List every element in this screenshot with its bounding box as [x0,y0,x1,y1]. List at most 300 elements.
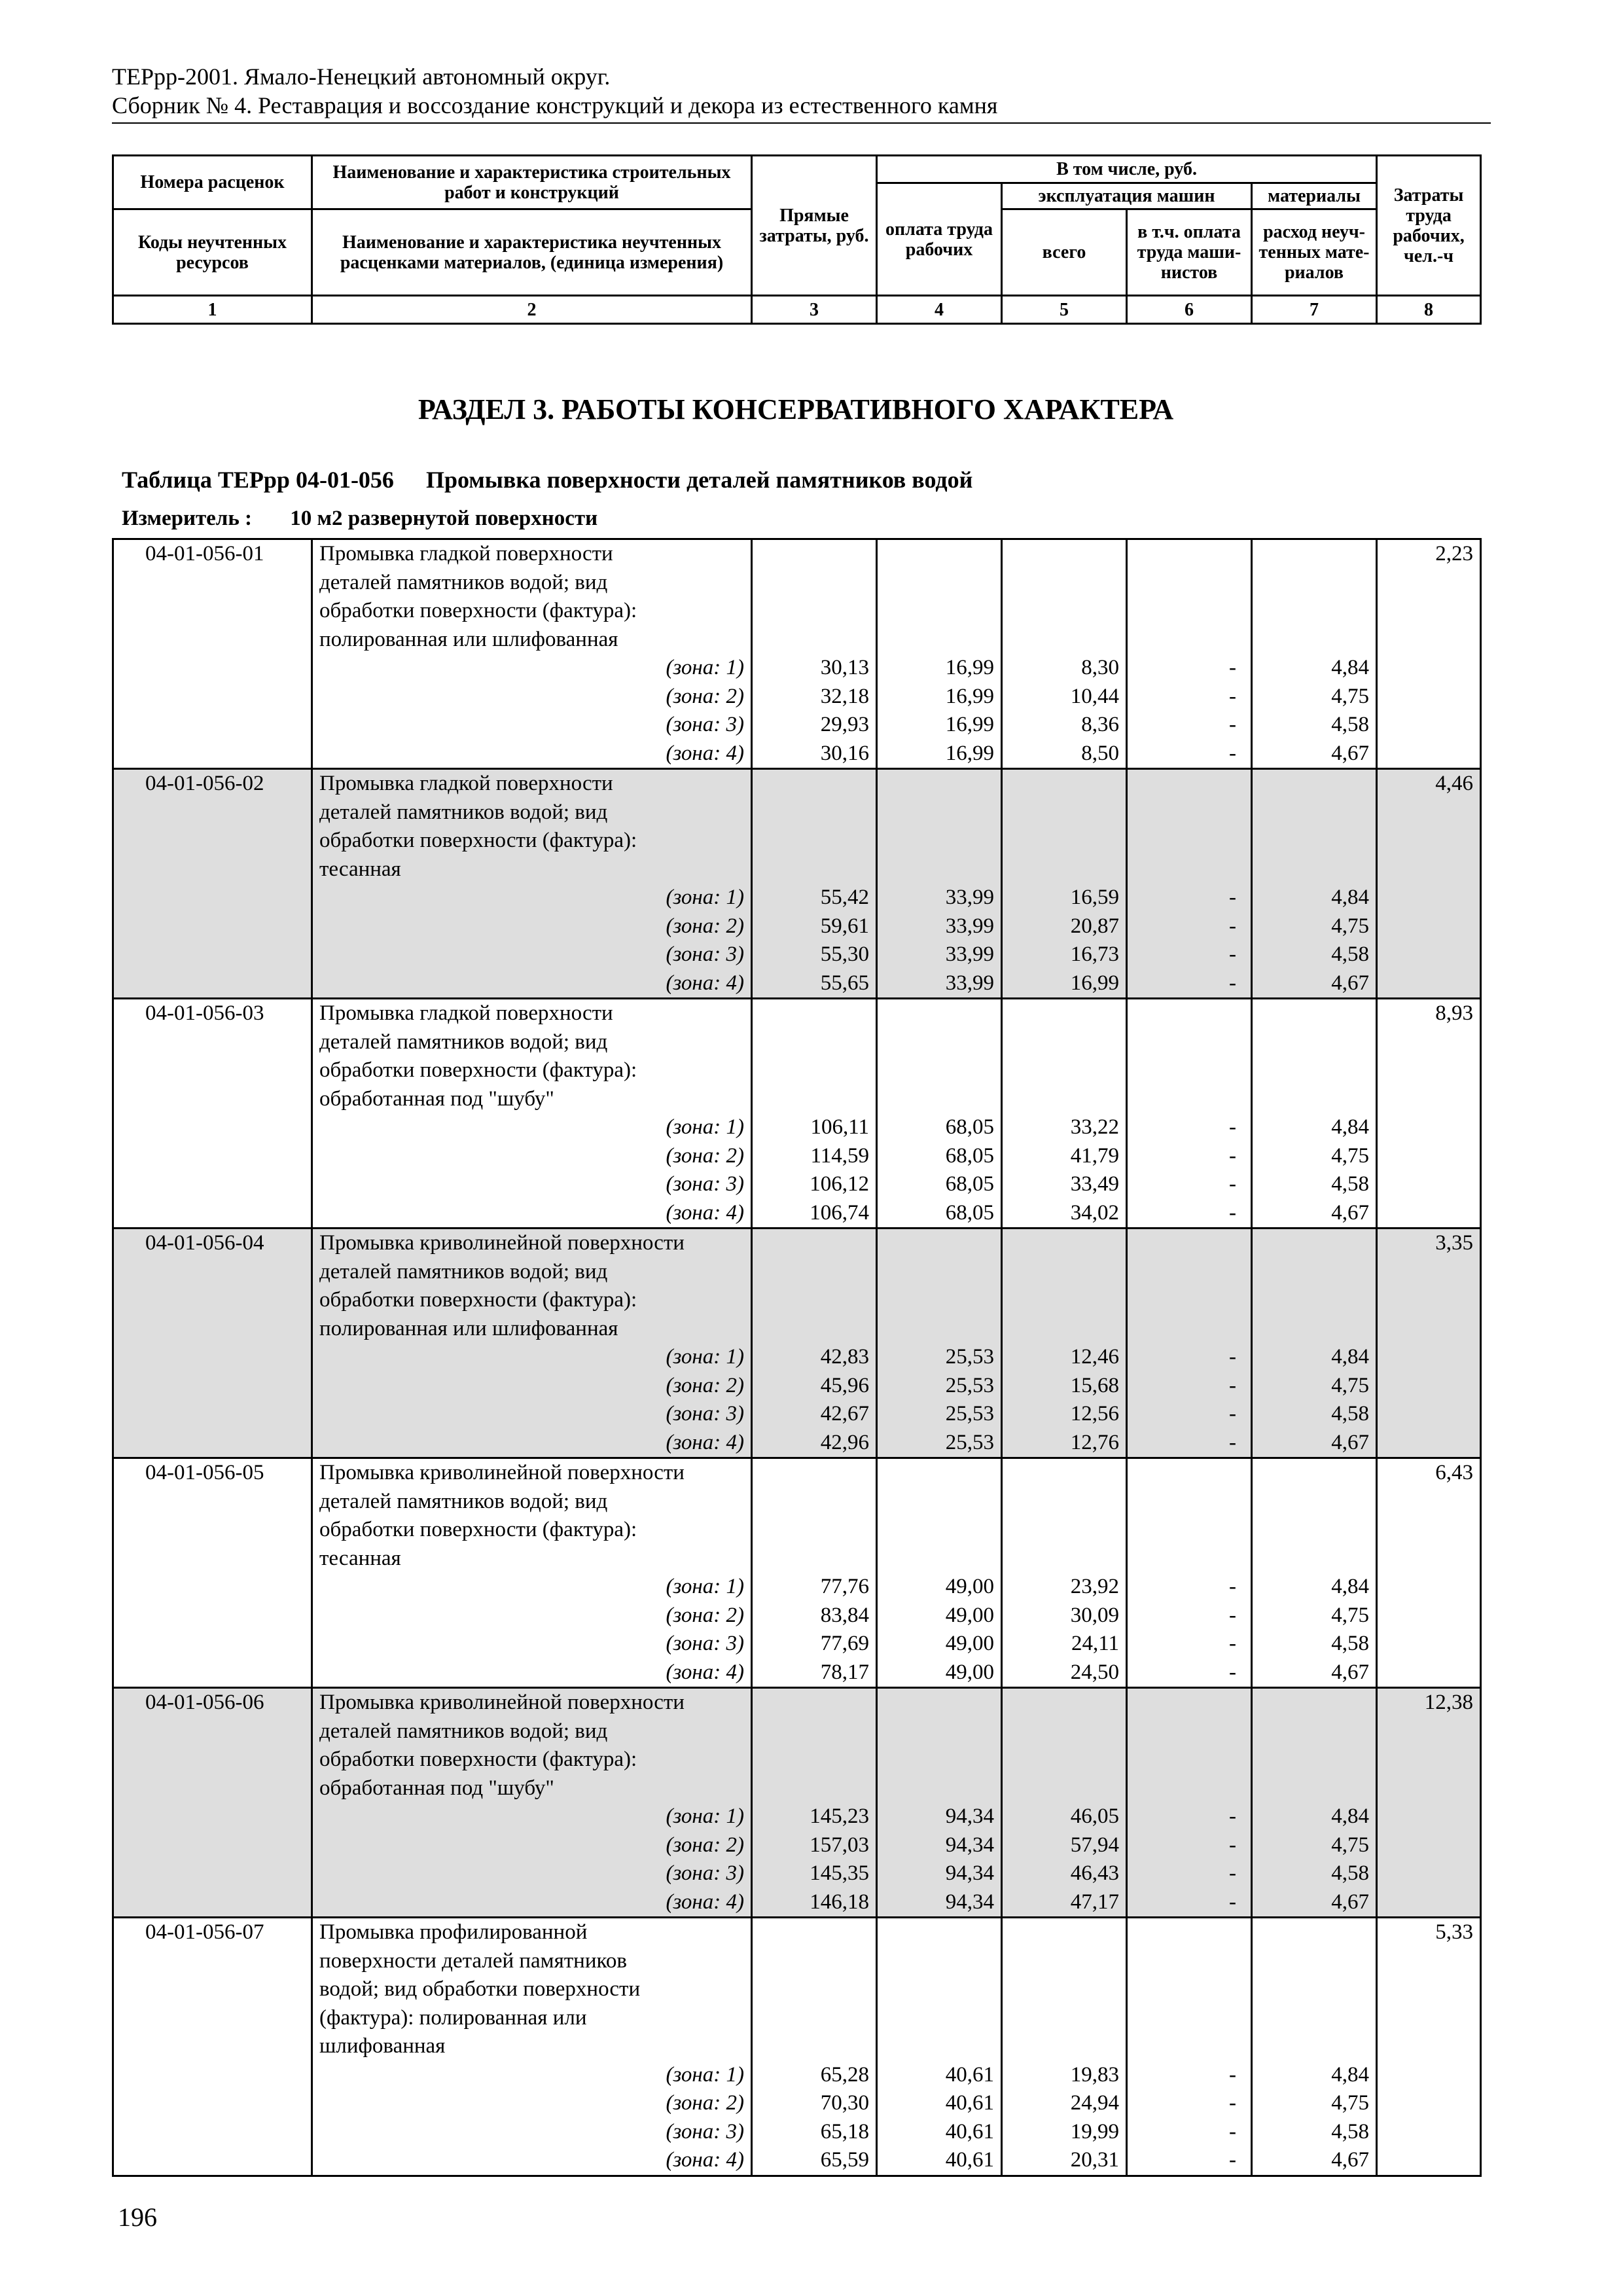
materials: 4,58 [1252,1400,1377,1429]
empty-cell [1252,1488,1377,1516]
materials: 4,75 [1252,683,1377,711]
zone-row [113,2089,1481,2118]
empty-cell [877,2004,1002,2033]
direct-costs: 29,93 [752,711,877,740]
wages: 33,99 [877,884,1002,912]
empty-cell [1002,1918,1127,1947]
description-row [113,827,1481,855]
empty-cell [877,1746,1002,1774]
machines-total: 20,31 [1002,2146,1127,2176]
zone-row [113,1400,1481,1429]
empty-cell [877,1056,1002,1085]
empty-cell [1127,597,1252,626]
machinists-wages: - [1127,1343,1252,1372]
empty-cell [113,1028,312,1057]
empty-cell [1377,569,1481,598]
empty-cell [113,1803,312,1831]
empty-cell [1002,539,1127,569]
wages: 68,05 [877,1113,1002,1142]
materials: 4,67 [1252,1888,1377,1918]
description-row [113,1975,1481,2004]
labor-costs: 4,46 [1377,769,1481,798]
empty-cell [113,1488,312,1516]
empty-cell [752,1488,877,1516]
description-row [113,569,1481,598]
machinists-wages: - [1127,1602,1252,1630]
zone-row [113,1429,1481,1458]
zone-label: (зона: 3) [312,711,752,740]
rate-entry [113,1458,1481,1688]
empty-cell [1252,569,1377,598]
empty-cell [1127,1028,1252,1057]
empty-cell [113,1659,312,1688]
empty-cell [1002,1028,1127,1057]
empty-cell [877,569,1002,598]
zone-label: (зона: 2) [312,912,752,941]
empty-cell [113,2004,312,2033]
machinists-wages: - [1127,1888,1252,1918]
empty-cell [1127,569,1252,598]
machinists-wages: - [1127,2061,1252,2090]
rate-code: 04-01-056-04 [113,1229,312,1258]
machines-total: 41,79 [1002,1142,1127,1171]
wages: 16,99 [877,740,1002,769]
zone-row [113,884,1481,912]
empty-cell [752,769,877,798]
empty-cell [1127,1258,1252,1287]
empty-cell [113,1859,312,1888]
empty-cell [113,654,312,683]
empty-cell [113,1831,312,1860]
rate-entry [113,769,1481,999]
empty-cell [113,1400,312,1429]
machinists-wages: - [1127,1142,1252,1171]
empty-cell [1252,597,1377,626]
direct-costs: 55,30 [752,941,877,969]
page-header [112,62,1491,124]
empty-cell [752,1258,877,1287]
empty-cell [877,1028,1002,1057]
column-number: 5 [1002,296,1127,324]
description-row [113,1028,1481,1057]
column-wages: оплата труда рабочих [877,183,1002,296]
machinists-wages: - [1127,654,1252,683]
column-number: 6 [1127,296,1252,324]
zone-row [113,912,1481,941]
empty-cell [752,1315,877,1344]
column-direct-costs: Прямые затраты, руб. [752,156,877,296]
description-row [113,1918,1481,1947]
empty-cell [1127,855,1252,884]
empty-cell [1377,884,1481,912]
empty-cell [1127,827,1252,855]
empty-cell [752,1028,877,1057]
machinists-wages: - [1127,1803,1252,1831]
empty-cell [752,1085,877,1114]
empty-cell [1127,1717,1252,1746]
rate-description-line: деталей памятников водой; вид [312,1488,752,1516]
materials: 4,84 [1252,2061,1377,2090]
empty-cell [752,1516,877,1545]
zone-row [113,1142,1481,1171]
empty-cell [752,1717,877,1746]
empty-cell [1252,539,1377,569]
empty-cell [113,798,312,827]
empty-cell [752,1746,877,1774]
rate-entry [113,999,1481,1229]
materials: 4,75 [1252,1142,1377,1171]
empty-cell [1377,2118,1481,2147]
empty-cell [1002,1286,1127,1315]
empty-cell [877,1286,1002,1315]
empty-cell [1377,1888,1481,1918]
materials: 4,84 [1252,1343,1377,1372]
wages: 33,99 [877,941,1002,969]
direct-costs: 55,65 [752,969,877,999]
labor-costs: 3,35 [1377,1229,1481,1258]
direct-costs: 59,61 [752,912,877,941]
zone-label: (зона: 3) [312,1859,752,1888]
empty-cell [1377,1286,1481,1315]
empty-cell [113,2146,312,2176]
description-row [113,855,1481,884]
empty-cell [113,1170,312,1199]
direct-costs: 30,13 [752,654,877,683]
column-machines: эксплуатация машин [1002,183,1252,209]
empty-cell [1127,1458,1252,1488]
empty-cell [1252,1516,1377,1545]
empty-cell [1377,1343,1481,1372]
direct-costs: 78,17 [752,1659,877,1688]
empty-cell [1377,2089,1481,2118]
machinists-wages: - [1127,969,1252,999]
column-machinists-wages: в т.ч. оплата труда маши-нистов [1127,209,1252,296]
empty-cell [877,1516,1002,1545]
machinists-wages: - [1127,1372,1252,1401]
zone-row [113,1573,1481,1602]
materials: 4,75 [1252,1602,1377,1630]
empty-cell [1252,855,1377,884]
direct-costs: 32,18 [752,683,877,711]
empty-cell [1252,2032,1377,2061]
machines-total: 8,50 [1002,740,1127,769]
empty-cell [1252,626,1377,655]
empty-cell [1002,1688,1127,1717]
empty-cell [1002,1315,1127,1344]
zone-label: (зона: 2) [312,1142,752,1171]
materials: 4,67 [1252,1429,1377,1458]
zone-label: (зона: 2) [312,1831,752,1860]
materials: 4,58 [1252,711,1377,740]
empty-cell [1377,969,1481,999]
direct-costs: 114,59 [752,1142,877,1171]
empty-cell [1252,1258,1377,1287]
machinists-wages: - [1127,2118,1252,2147]
zone-row [113,1831,1481,1860]
empty-cell [1377,827,1481,855]
table-title [122,466,972,493]
section-title: РАЗДЕЛ 3. РАБОТЫ КОНСЕРВАТИВНОГО ХАРАКТЕРА [418,393,1174,425]
materials: 4,75 [1252,912,1377,941]
table-name: Промывка поверхности деталей памятников водой [425,467,973,493]
empty-cell [1377,912,1481,941]
machinists-wages: - [1127,2146,1252,2176]
empty-cell [113,1429,312,1458]
zone-row [113,654,1481,683]
wages: 25,53 [877,1400,1002,1429]
zone-label: (зона: 2) [312,683,752,711]
rate-description-line: обработки поверхности (фактура): [312,1286,752,1315]
empty-cell [1002,1488,1127,1516]
empty-cell [1127,999,1252,1028]
description-row [113,1717,1481,1746]
column-code-bottom: Коды неучтенных ресурсов [113,209,312,296]
empty-cell [113,855,312,884]
description-row [113,1545,1481,1573]
rate-description-line: деталей памятников водой; вид [312,569,752,598]
empty-cell [877,1947,1002,1976]
materials: 4,75 [1252,1372,1377,1401]
column-labor: Затраты труда рабочих, чел.-ч [1377,156,1481,296]
column-number: 4 [877,296,1002,324]
empty-cell [113,711,312,740]
direct-costs: 77,69 [752,1630,877,1659]
materials: 4,84 [1252,654,1377,683]
empty-cell [877,1774,1002,1803]
zone-label: (зона: 4) [312,740,752,769]
empty-cell [1377,683,1481,711]
column-number: 7 [1252,296,1377,324]
empty-cell [752,539,877,569]
rate-description-line: деталей памятников водой; вид [312,798,752,827]
machinists-wages: - [1127,1170,1252,1199]
description-row [113,999,1481,1028]
materials: 4,84 [1252,1113,1377,1142]
machines-total: 16,99 [1002,969,1127,999]
empty-cell [877,1717,1002,1746]
page-number: 196 [118,2202,157,2232]
empty-cell [113,912,312,941]
empty-cell [1127,1056,1252,1085]
machinists-wages: - [1127,711,1252,740]
description-row [113,1458,1481,1488]
empty-cell [1127,1774,1252,1803]
empty-cell [752,569,877,598]
empty-cell [1377,597,1481,626]
empty-cell [752,1286,877,1315]
materials: 4,58 [1252,2118,1377,2147]
empty-cell [113,1774,312,1803]
zone-row [113,941,1481,969]
machines-total: 33,22 [1002,1113,1127,1142]
empty-cell [1377,1602,1481,1630]
direct-costs: 65,18 [752,2118,877,2147]
zone-label: (зона: 1) [312,884,752,912]
description-row [113,597,1481,626]
zone-label: (зона: 3) [312,1400,752,1429]
empty-cell [1252,1975,1377,2004]
machinists-wages: - [1127,1859,1252,1888]
machinists-wages: - [1127,1400,1252,1429]
rate-description-line: Промывка профилированной [312,1918,752,1947]
empty-cell [113,1085,312,1114]
machines-total: 24,11 [1002,1630,1127,1659]
empty-cell [1377,1746,1481,1774]
rate-description-line: Промывка криволинейной поверхности [312,1688,752,1717]
empty-cell [113,1199,312,1229]
labor-costs: 12,38 [1377,1688,1481,1717]
machines-total: 16,73 [1002,941,1127,969]
description-row [113,798,1481,827]
rate-description-line: Промывка гладкой поверхности [312,769,752,798]
empty-cell [113,1630,312,1659]
empty-cell [752,2004,877,2033]
description-row [113,539,1481,569]
empty-cell [877,2032,1002,2061]
description-row [113,1488,1481,1516]
empty-cell [1252,1688,1377,1717]
empty-cell [113,569,312,598]
machines-total: 8,30 [1002,654,1127,683]
empty-cell [752,1688,877,1717]
empty-cell [1252,1545,1377,1573]
materials: 4,58 [1252,1170,1377,1199]
empty-cell [1377,941,1481,969]
direct-costs: 55,42 [752,884,877,912]
column-number: 1 [113,296,312,324]
empty-cell [1377,2146,1481,2176]
rate-description-line: полированная или шлифованная [312,626,752,655]
empty-cell [113,969,312,999]
empty-cell [1377,1400,1481,1429]
empty-cell [877,999,1002,1028]
zone-row [113,740,1481,769]
zone-label: (зона: 4) [312,969,752,999]
materials: 4,67 [1252,2146,1377,2176]
empty-cell [877,626,1002,655]
empty-cell [1127,1315,1252,1344]
zone-label: (зона: 1) [312,1113,752,1142]
zone-row [113,1372,1481,1401]
empty-cell [752,1975,877,2004]
rate-description-line: полированная или шлифованная [312,1315,752,1344]
rate-entry [113,1688,1481,1918]
empty-cell [752,1229,877,1258]
rate-description-line: водой; вид обработки поверхности [312,1975,752,2004]
materials: 4,67 [1252,1659,1377,1688]
empty-cell [1252,1085,1377,1114]
empty-cell [877,539,1002,569]
empty-cell [1377,1573,1481,1602]
materials: 4,75 [1252,1831,1377,1860]
empty-cell [113,2118,312,2147]
empty-cell [877,769,1002,798]
materials: 4,75 [1252,2089,1377,2118]
empty-cell [752,1947,877,1976]
measure-label: Измеритель : [122,507,253,530]
description-row [113,626,1481,655]
empty-cell [1002,1258,1127,1287]
zone-row [113,2118,1481,2147]
machines-total: 15,68 [1002,1372,1127,1401]
direct-costs: 146,18 [752,1888,877,1918]
description-row [113,1085,1481,1114]
empty-cell [113,740,312,769]
empty-cell [1377,1085,1481,1114]
machines-total: 57,94 [1002,1831,1127,1860]
empty-cell [1002,798,1127,827]
rate-description-line: обработки поверхности (фактура): [312,1746,752,1774]
column-number: 2 [312,296,752,324]
empty-cell [1252,999,1377,1028]
description-row [113,1258,1481,1287]
wages: 68,05 [877,1170,1002,1199]
empty-cell [1377,1831,1481,1860]
empty-cell [1002,1746,1127,1774]
zone-label: (зона: 2) [312,2089,752,2118]
empty-cell [877,1918,1002,1947]
empty-cell [113,1113,312,1142]
empty-cell [113,2089,312,2118]
direct-costs: 42,96 [752,1429,877,1458]
column-name-top: Наименование и характеристика строительных работ и конструкций [312,156,752,209]
empty-cell [1252,2004,1377,2033]
empty-cell [1127,769,1252,798]
materials: 4,84 [1252,1573,1377,1602]
empty-cell [113,683,312,711]
materials: 4,67 [1252,740,1377,769]
description-row [113,2032,1481,2061]
empty-cell [1127,1947,1252,1976]
labor-costs: 8,93 [1377,999,1481,1028]
empty-cell [1002,1056,1127,1085]
empty-cell [1252,769,1377,798]
rate-code: 04-01-056-02 [113,769,312,798]
empty-cell [1127,1545,1252,1573]
empty-cell [1127,1516,1252,1545]
zone-label: (зона: 1) [312,2061,752,2090]
zone-label: (зона: 4) [312,1429,752,1458]
zone-label: (зона: 3) [312,1170,752,1199]
machines-total: 20,87 [1002,912,1127,941]
empty-cell [1377,711,1481,740]
empty-cell [1127,1975,1252,2004]
empty-cell [1252,1056,1377,1085]
empty-cell [1002,1717,1127,1746]
empty-cell [752,1774,877,1803]
rate-description-line: деталей памятников водой; вид [312,1028,752,1057]
zone-label: (зона: 1) [312,1573,752,1602]
rates-table [112,538,1482,2177]
empty-cell [113,1717,312,1746]
machinists-wages: - [1127,1573,1252,1602]
empty-cell [1377,2061,1481,2090]
empty-cell [1377,1056,1481,1085]
machines-total: 8,36 [1002,711,1127,740]
zone-row [113,969,1481,999]
description-row [113,1056,1481,1085]
rate-description-line: (фактура): полированная или [312,2004,752,2033]
empty-cell [877,1488,1002,1516]
empty-cell [1252,1315,1377,1344]
rate-entry [113,539,1481,769]
machines-total: 24,94 [1002,2089,1127,2118]
empty-cell [752,1918,877,1947]
empty-cell [1002,855,1127,884]
wages: 49,00 [877,1630,1002,1659]
empty-cell [1377,2032,1481,2061]
labor-costs: 6,43 [1377,1458,1481,1488]
